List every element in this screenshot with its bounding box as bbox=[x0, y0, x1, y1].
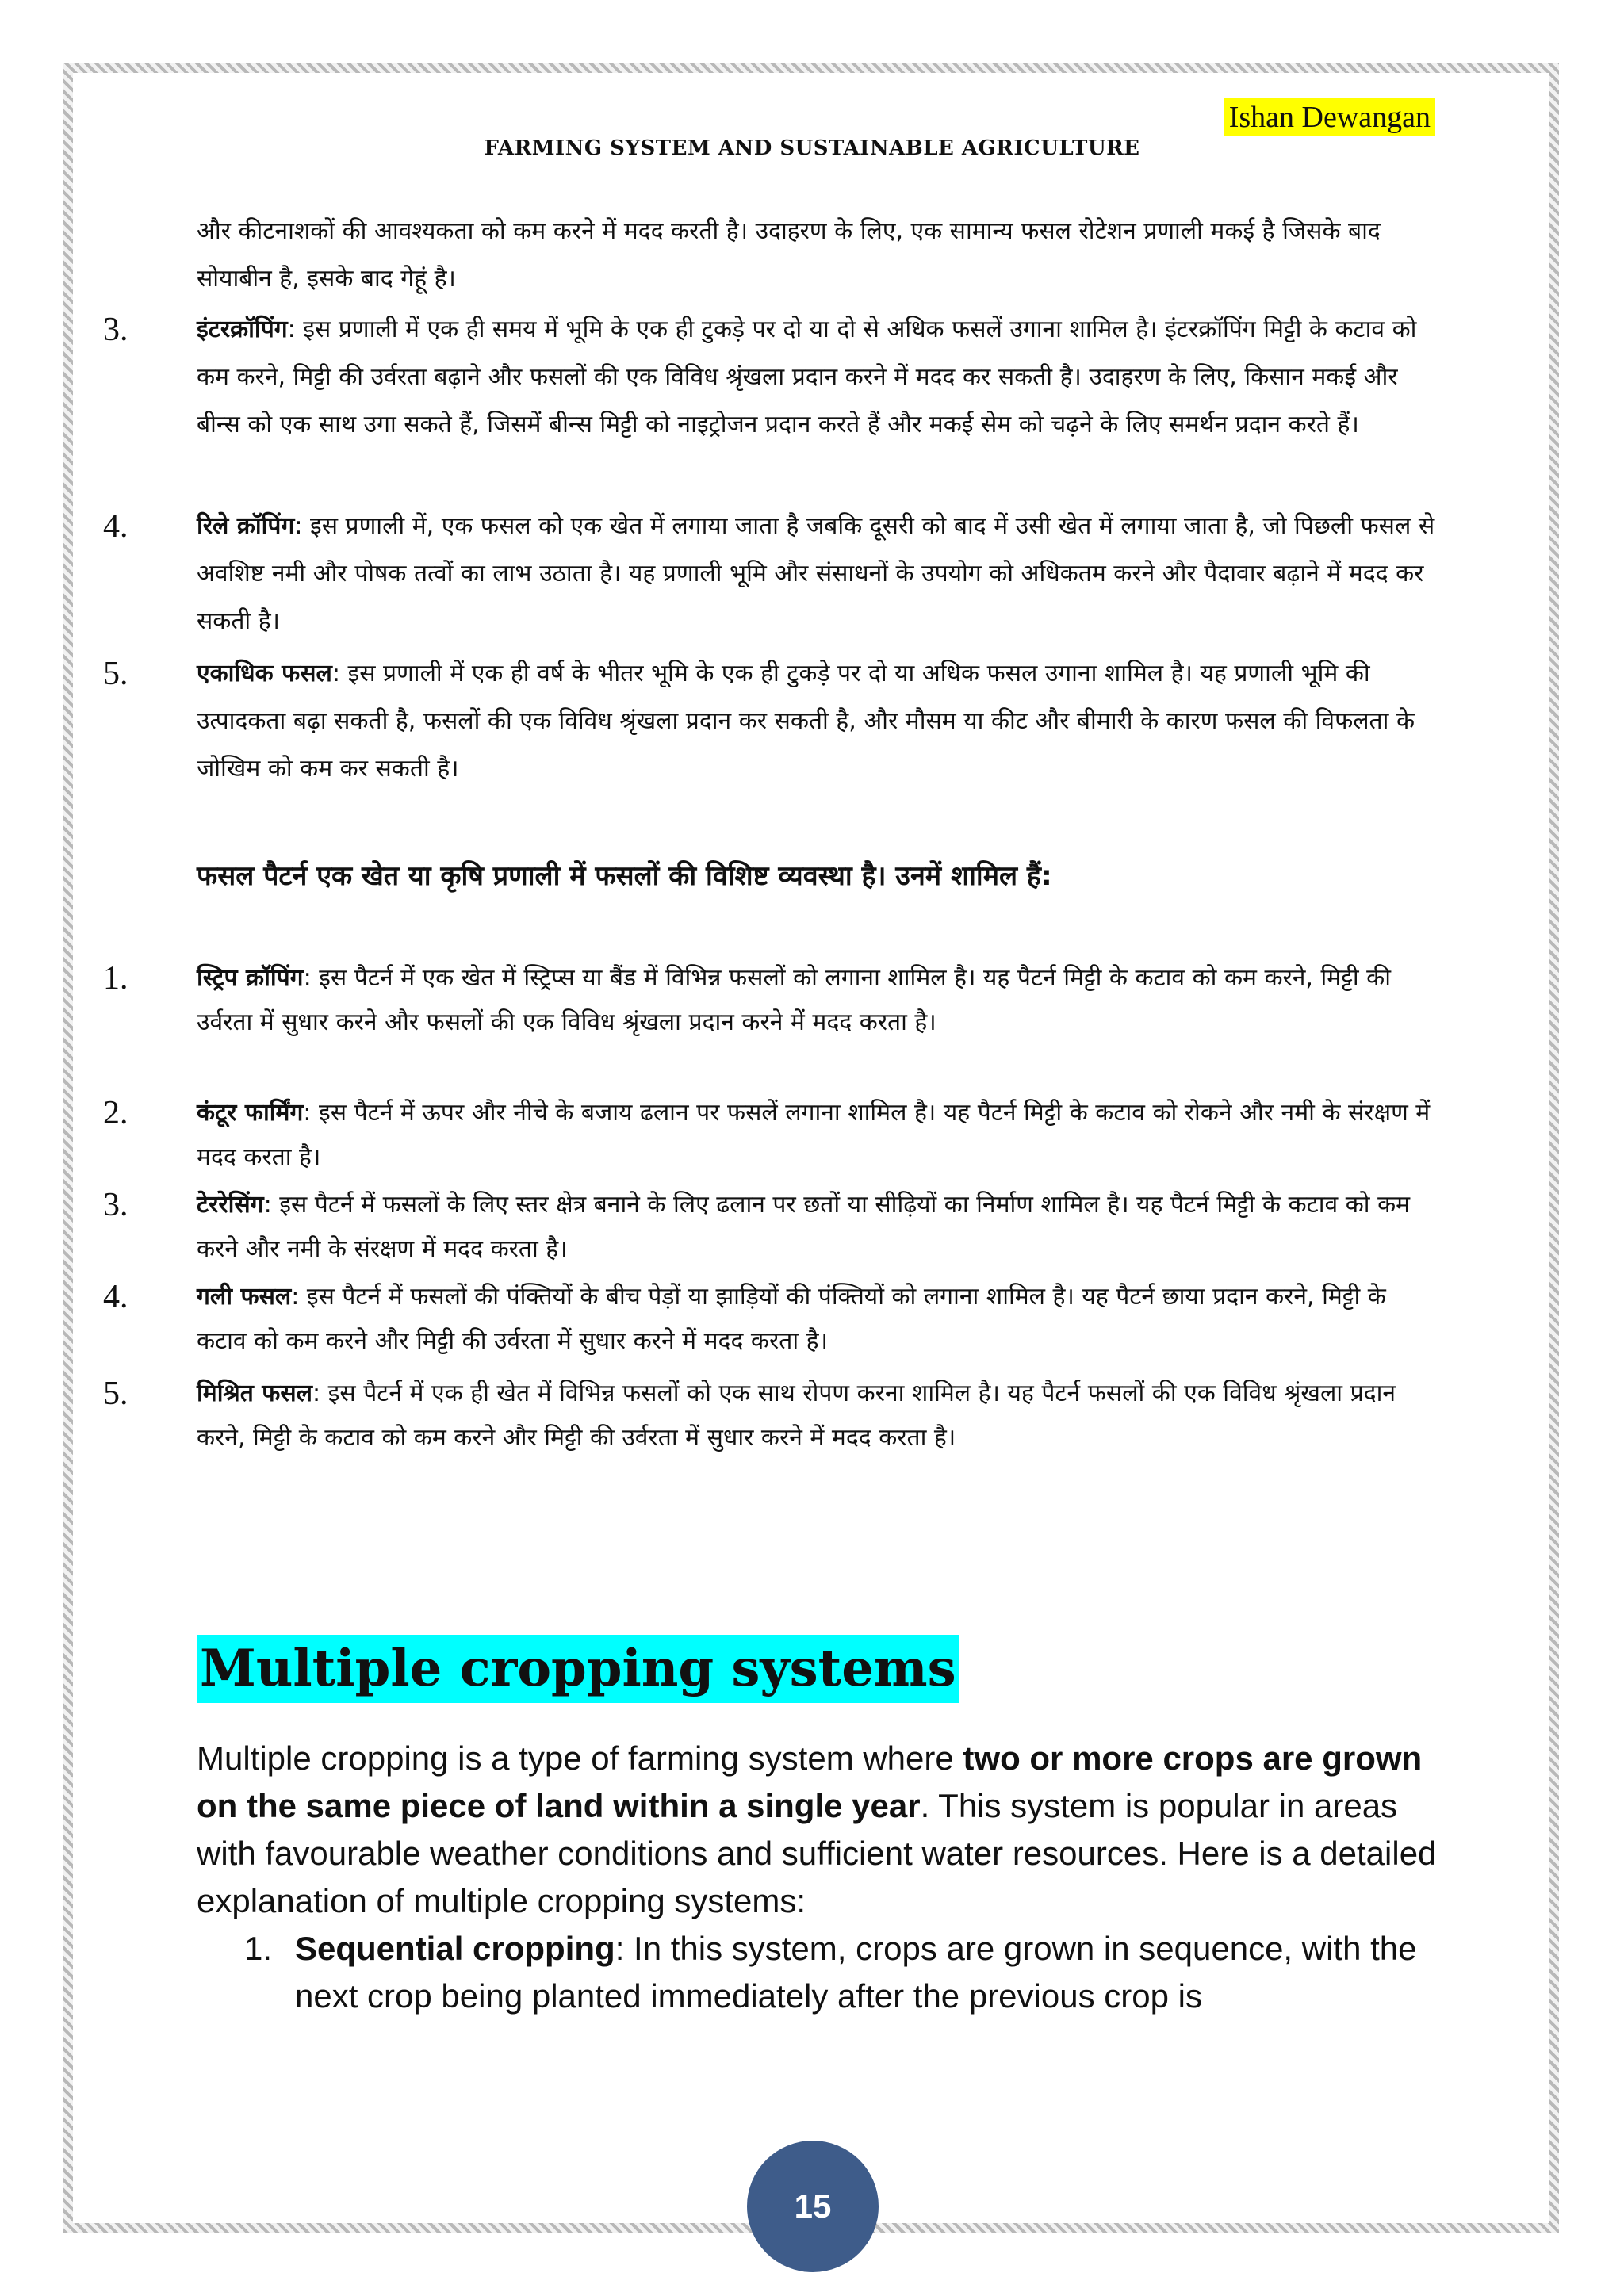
page-number: 15 bbox=[794, 2187, 832, 2225]
continuation-block bbox=[197, 208, 1442, 303]
item-text: : इस प्रणाली में एक ही समय में भूमि के एक ही टुकड़े पर दो या दो से अधिक फसलें उगाना शामिल है। इंटरक्रॉपिंग मिट्टी के कटाव को कम करने, मिट्टी की उर्वरता बढ़ाने और फसलों की एक विविध श्रृंखला प्रदान करने में मदद कर सकती है। उदाहरण के लिए, किसान मकई और बीन्स को एक साथ उगा सकते हैं, जिसमें बीन्स मिट्टी को नाइट्रोजन प्रदान करते हैं और मकई सेम को चढ़ने के लिए समर्थन प्रदान करते हैं। bbox=[197, 316, 1417, 438]
item-number: 4. bbox=[103, 1279, 128, 1315]
list-item bbox=[244, 1925, 1469, 2020]
list-item bbox=[103, 1183, 1442, 1275]
item-number: 1. bbox=[103, 960, 128, 997]
item-number: 5. bbox=[103, 656, 128, 692]
list-item bbox=[103, 956, 1442, 1091]
item-term: मिश्रित फसल bbox=[197, 1380, 313, 1407]
item-term: Sequential cropping bbox=[295, 1930, 615, 1967]
item-number: 3. bbox=[103, 1187, 128, 1223]
item-term: कंटूर फार्मिंग bbox=[197, 1099, 304, 1127]
systems-list bbox=[103, 306, 1442, 798]
item-term: टेररेसिंग bbox=[197, 1191, 264, 1219]
list-item bbox=[103, 1091, 1442, 1183]
item-term: गली फसल bbox=[197, 1283, 292, 1311]
section-intro bbox=[197, 1735, 1465, 1925]
item-number: 5. bbox=[103, 1376, 128, 1412]
item-term: इंटरक्रॉपिंग bbox=[197, 316, 288, 343]
item-text: : इस प्रणाली में, एक फसल को एक खेत में लगाया जाता है जबकि दूसरी को बाद में उसी खेत में लगाया जाता है, जो पिछली फसल से अवशिष्ट नमी और पोषक तत्वों का लाभ उठाता है। यह प्रणाली भूमि और संसाधनों के उपयोग को अधिकतम करने और पैदावार बढ़ाने में मदद कर सकती है। bbox=[197, 512, 1435, 635]
list-item bbox=[103, 1372, 1442, 1506]
item-number: 4. bbox=[103, 508, 128, 545]
intro-text-b: . This system is popular in areas with favourable weather conditions and sufficient water resources. Here is a detailed explanation of multiple cropping systems: bbox=[197, 1787, 1437, 1919]
item-term: एकाधिक फसल bbox=[197, 660, 332, 687]
running-header: FARMING SYSTEM AND SUSTAINABLE AGRICULTURE bbox=[484, 136, 1140, 160]
continuation-text: और कीटनाशकों की आवश्यकता को कम करने में मदद करती है। उदाहरण के लिए, एक सामान्य फसल रोटेशन प्रणाली मकई है जिसके बाद सोयाबीन है, इसके बाद गेहूं है। bbox=[197, 217, 1381, 293]
intro-bold: two or more crops are grown on the same piece of land within a single year bbox=[197, 1739, 1423, 1824]
item-number: 1. bbox=[244, 1930, 273, 1967]
item-text: : इस पैटर्न में ऊपर और नीचे के बजाय ढलान पर फसलें लगाना शामिल है। यह पैटर्न मिट्टी के कटाव को रोकने और नमी के संरक्षण में मदद करता है। bbox=[197, 1099, 1431, 1171]
item-text: : इस पैटर्न में फसलों के लिए स्तर क्षेत्र बनाने के लिए ढलान पर छतों या सीढ़ियों का निर्माण शामिल है। यह पैटर्न मिट्टी के कटाव को कम करने और नमी के संरक्षण में मदद करता है। bbox=[197, 1191, 1411, 1263]
item-text: : In this system, crops are grown in sequence, with the next crop being planted immediately after the previous crop is bbox=[295, 1930, 1417, 2015]
list-item bbox=[103, 1275, 1442, 1372]
item-text: : इस पैटर्न में एक ही खेत में विभिन्न फसलों को एक साथ रोपण करना शामिल है। यह पैटर्न फसलों की एक विविध श्रृंखला प्रदान करने, मिट्टी के कटाव को कम करने और मिट्टी की उर्वरता में सुधार करने में मदद करता है। bbox=[197, 1380, 1396, 1452]
list-item bbox=[103, 503, 1442, 650]
item-text: : इस प्रणाली में एक ही वर्ष के भीतर भूमि के एक ही टुकड़े पर दो या अधिक फसल उगाना शामिल है। यह प्रणाली भूमि की उत्पादकता बढ़ा सकती है, फसलों की एक विविध श्रृंखला प्रदान कर सकती है, और मौसम या कीट और बीमारी के कारण फसल की विफलता के जोखिम को कम कर सकती है। bbox=[197, 660, 1415, 783]
section-title: Multiple cropping systems bbox=[197, 1635, 959, 1703]
item-text: : इस पैटर्न में एक खेत में स्ट्रिप्स या बैंड में विभिन्न फसलों को लगाना शामिल है। यह पैटर्न मिट्टी के कटाव को कम करने, मिट्टी की उर्वरता में सुधार करने और फसलों की एक विविध श्रृंखला प्रदान करने में मदद करता है। bbox=[197, 964, 1391, 1036]
intro-text-a: Multiple cropping is a type of farming system where bbox=[197, 1739, 963, 1777]
item-term: रिले क्रॉपिंग bbox=[197, 512, 295, 540]
item-number: 3. bbox=[103, 312, 128, 348]
page-number-badge bbox=[747, 2141, 879, 2272]
pattern-heading: फसल पैटर्न एक खेत या कृषि प्रणाली में फसलों की विशिष्ट व्यवस्था है। उनमें शामिल हैं: bbox=[197, 860, 1052, 892]
item-text: : इस पैटर्न में फसलों की पंक्तियों के बीच पेड़ों या झाड़ियों की पंक्तियों को लगाना शामिल है। यह पैटर्न छाया प्रदान करने, मिट्टी के कटाव को कम करने और मिट्टी की उर्वरता में सुधार करने में मदद करता है। bbox=[197, 1283, 1386, 1355]
list-item bbox=[103, 650, 1442, 798]
item-number: 2. bbox=[103, 1095, 128, 1131]
item-term: स्ट्रिप क्रॉपिंग bbox=[197, 964, 304, 992]
patterns-list bbox=[103, 956, 1442, 1506]
list-item bbox=[103, 306, 1442, 503]
author-name: Ishan Dewangan bbox=[1224, 98, 1435, 136]
